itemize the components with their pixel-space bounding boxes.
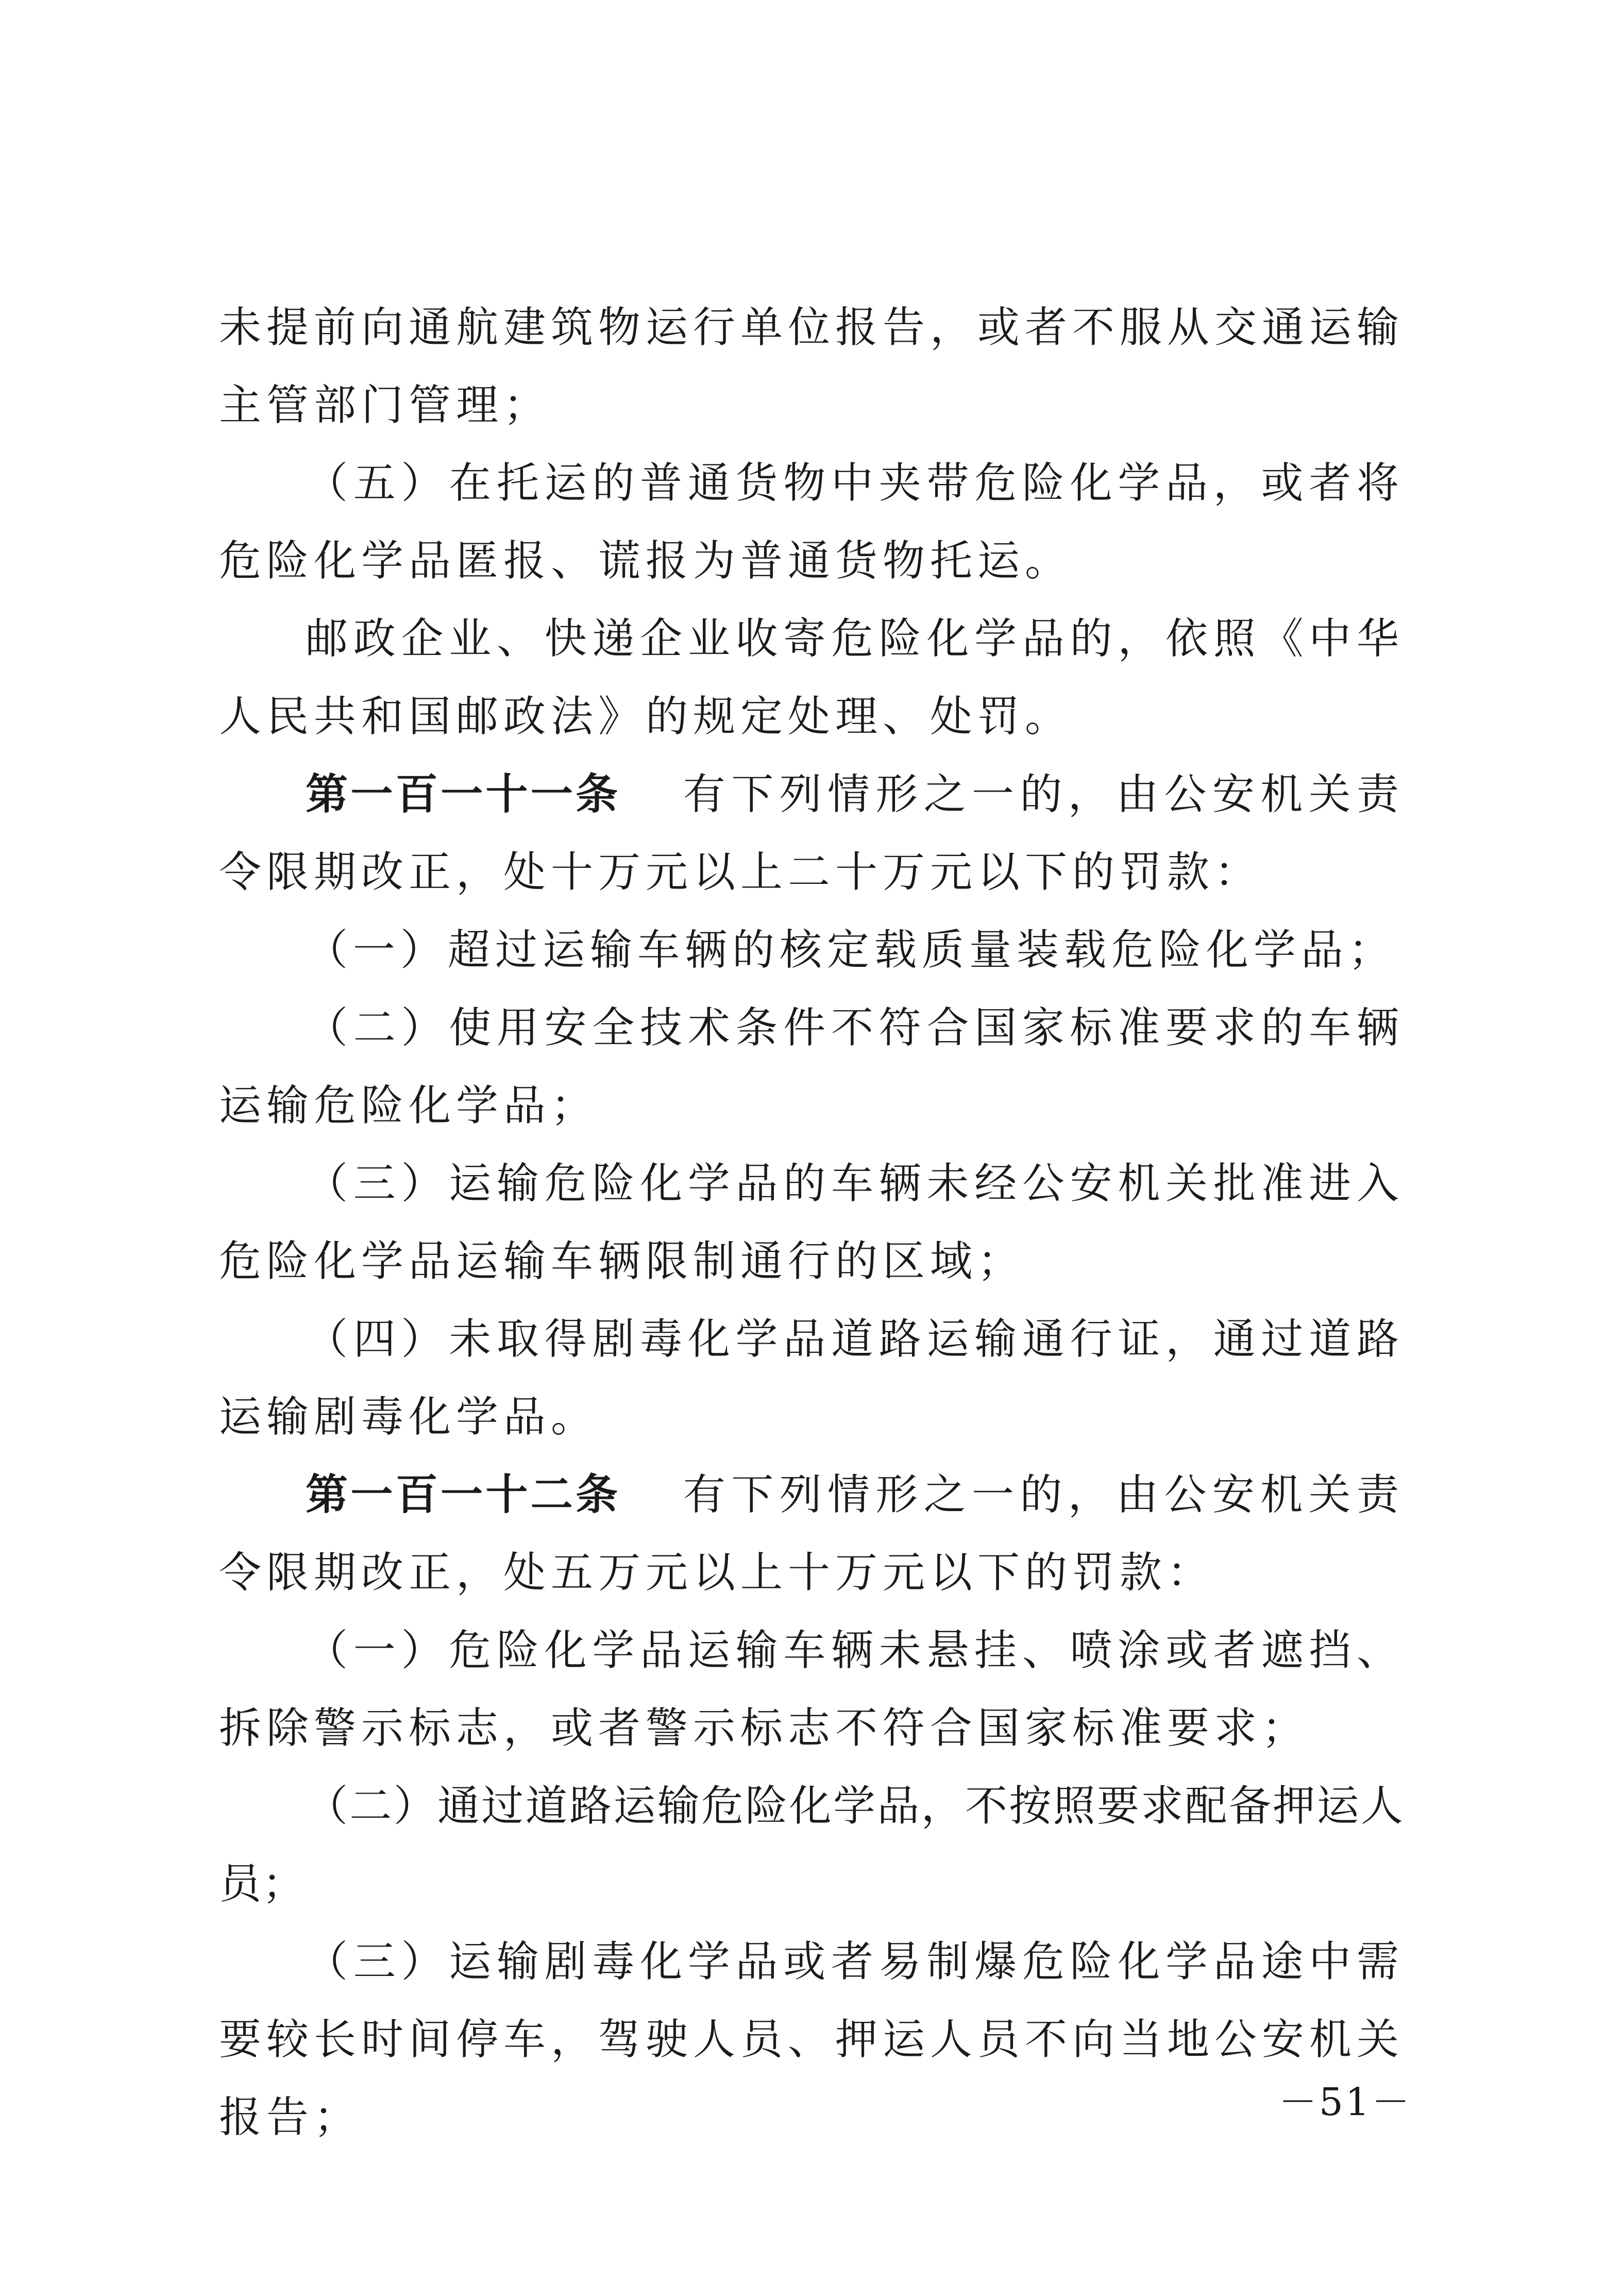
article-112-item-1: （一）危险化学品运输车辆未悬挂、喷涂或者遮挡、拆除警示标志，或者警示标志不符合国家标准要求； bbox=[219, 1626, 1404, 1753]
article-111-item-2: （二）使用安全技术条件不符合国家标准要求的车辆运输危险化学品； bbox=[219, 1003, 1404, 1130]
article-111-heading: 第一百一十一条 bbox=[306, 770, 621, 819]
paragraph-continuation: 未提前向通航建筑物运行单位报告，或者不服从交通运输主管部门管理； bbox=[219, 303, 1405, 430]
paragraph-item-five: （五）在托运的普通货物中夹带危险化学品，或者将危险化学品匿报、谎报为普通货物托运。 bbox=[219, 459, 1404, 585]
article-112 bbox=[219, 1456, 1404, 1612]
article-111 bbox=[219, 756, 1404, 911]
article-111-item-1: （一）超过运输车辆的核定载质量装载危险化学品； bbox=[306, 926, 1396, 975]
article-112-text: 有下列情形之一的，由公安机关责令限期改正，处五万元以上十万元以下的罚款： bbox=[219, 1470, 1404, 1597]
article-112-item-3: （三）运输剧毒化学品或者易制爆危险化学品途中需要较长时间停车，驾驶人员、押运人员不向当地公安机关报告； bbox=[219, 1937, 1405, 2142]
article-111-text: 有下列情形之一的，由公安机关责令限期改正，处十万元以上二十万元以下的罚款： bbox=[219, 770, 1404, 897]
article-111-item-3: （三）运输危险化学品的车辆未经公安机关批准进入危险化学品运输车辆限制通行的区域； bbox=[219, 1159, 1404, 1286]
page-number: －51－ bbox=[1278, 2080, 1412, 2124]
article-112-item-2: （二）通过道路运输危险化学品，不按照要求配备押运人员； bbox=[219, 1782, 1404, 1908]
body-text bbox=[219, 289, 1404, 2156]
article-111-item-4: （四）未取得剧毒化学品道路运输通行证，通过道路运输剧毒化学品。 bbox=[219, 1315, 1404, 1442]
paragraph-postal-rule: 邮政企业、快递企业收寄危险化学品的，依照《中华人民共和国邮政法》的规定处理、处罚。 bbox=[219, 614, 1404, 741]
article-112-heading: 第一百一十二条 bbox=[306, 1470, 621, 1519]
